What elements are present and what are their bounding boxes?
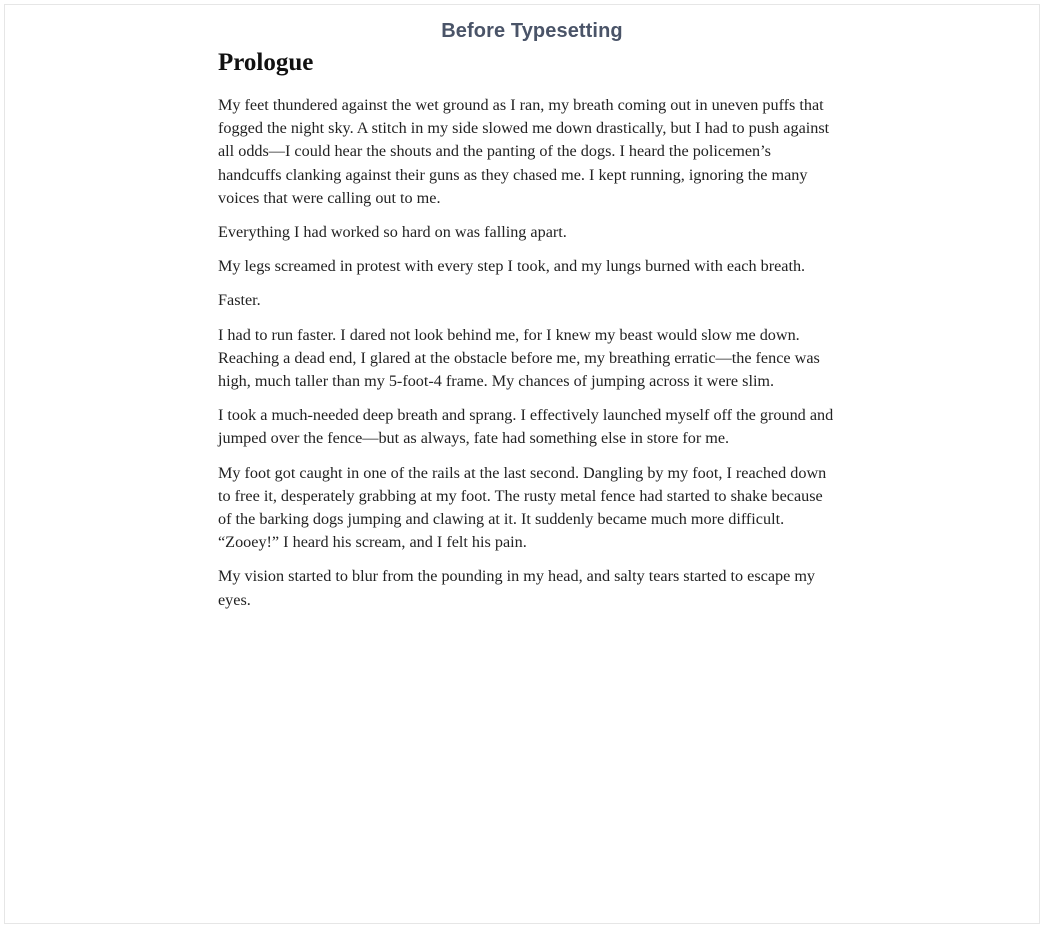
paragraph: My vision started to blur from the pounding in my head, and salty tears started to escape my eyes. <box>218 567 816 609</box>
paragraph: I took a much-needed deep breath and sprang. I effectively launched myself off the ground and jumped over the fence—but as always, fate had something else in store for me. <box>218 406 834 448</box>
chapter-title: Prologue <box>218 49 314 76</box>
paragraph: I had to run faster. I dared not look behind me, for I knew my beast would slow me down. Reaching a dead end, I glared at the obstacle before me, my breathing erratic—the fence was high, much taller than my 5-foot-4 frame. My chances of jumping across it were slim. <box>218 325 820 391</box>
document-page <box>218 47 834 623</box>
paragraph: My feet thundered against the wet ground as I ran, my breath coming out in uneven puffs that fogged the night sky. A stitch in my side slowed me down drastically, but I had to push against all odds—I could hear the shouts and the panting of the dogs. I heard the policemen’s handcuffs clanking against their guns as they chased me. I kept running, ignoring the many voices that were calling out to me. <box>218 96 830 207</box>
header-label: Before Typesetting <box>441 20 623 42</box>
paragraph: Everything I had worked so hard on was falling apart. <box>218 223 567 242</box>
paragraph: My legs screamed in protest with every step I took, and my lungs burned with each breath. <box>218 257 806 276</box>
paragraph: My foot got caught in one of the rails at the last second. Dangling by my foot, I reached down to free it, desperately grabbing at my foot. The rusty metal fence had started to shake because of the barking dogs jumping and clawing at it. It suddenly became much more difficult. “Zooey!” I heard his scream, and I felt his pain. <box>218 463 827 552</box>
paragraph: Faster. <box>218 291 261 310</box>
